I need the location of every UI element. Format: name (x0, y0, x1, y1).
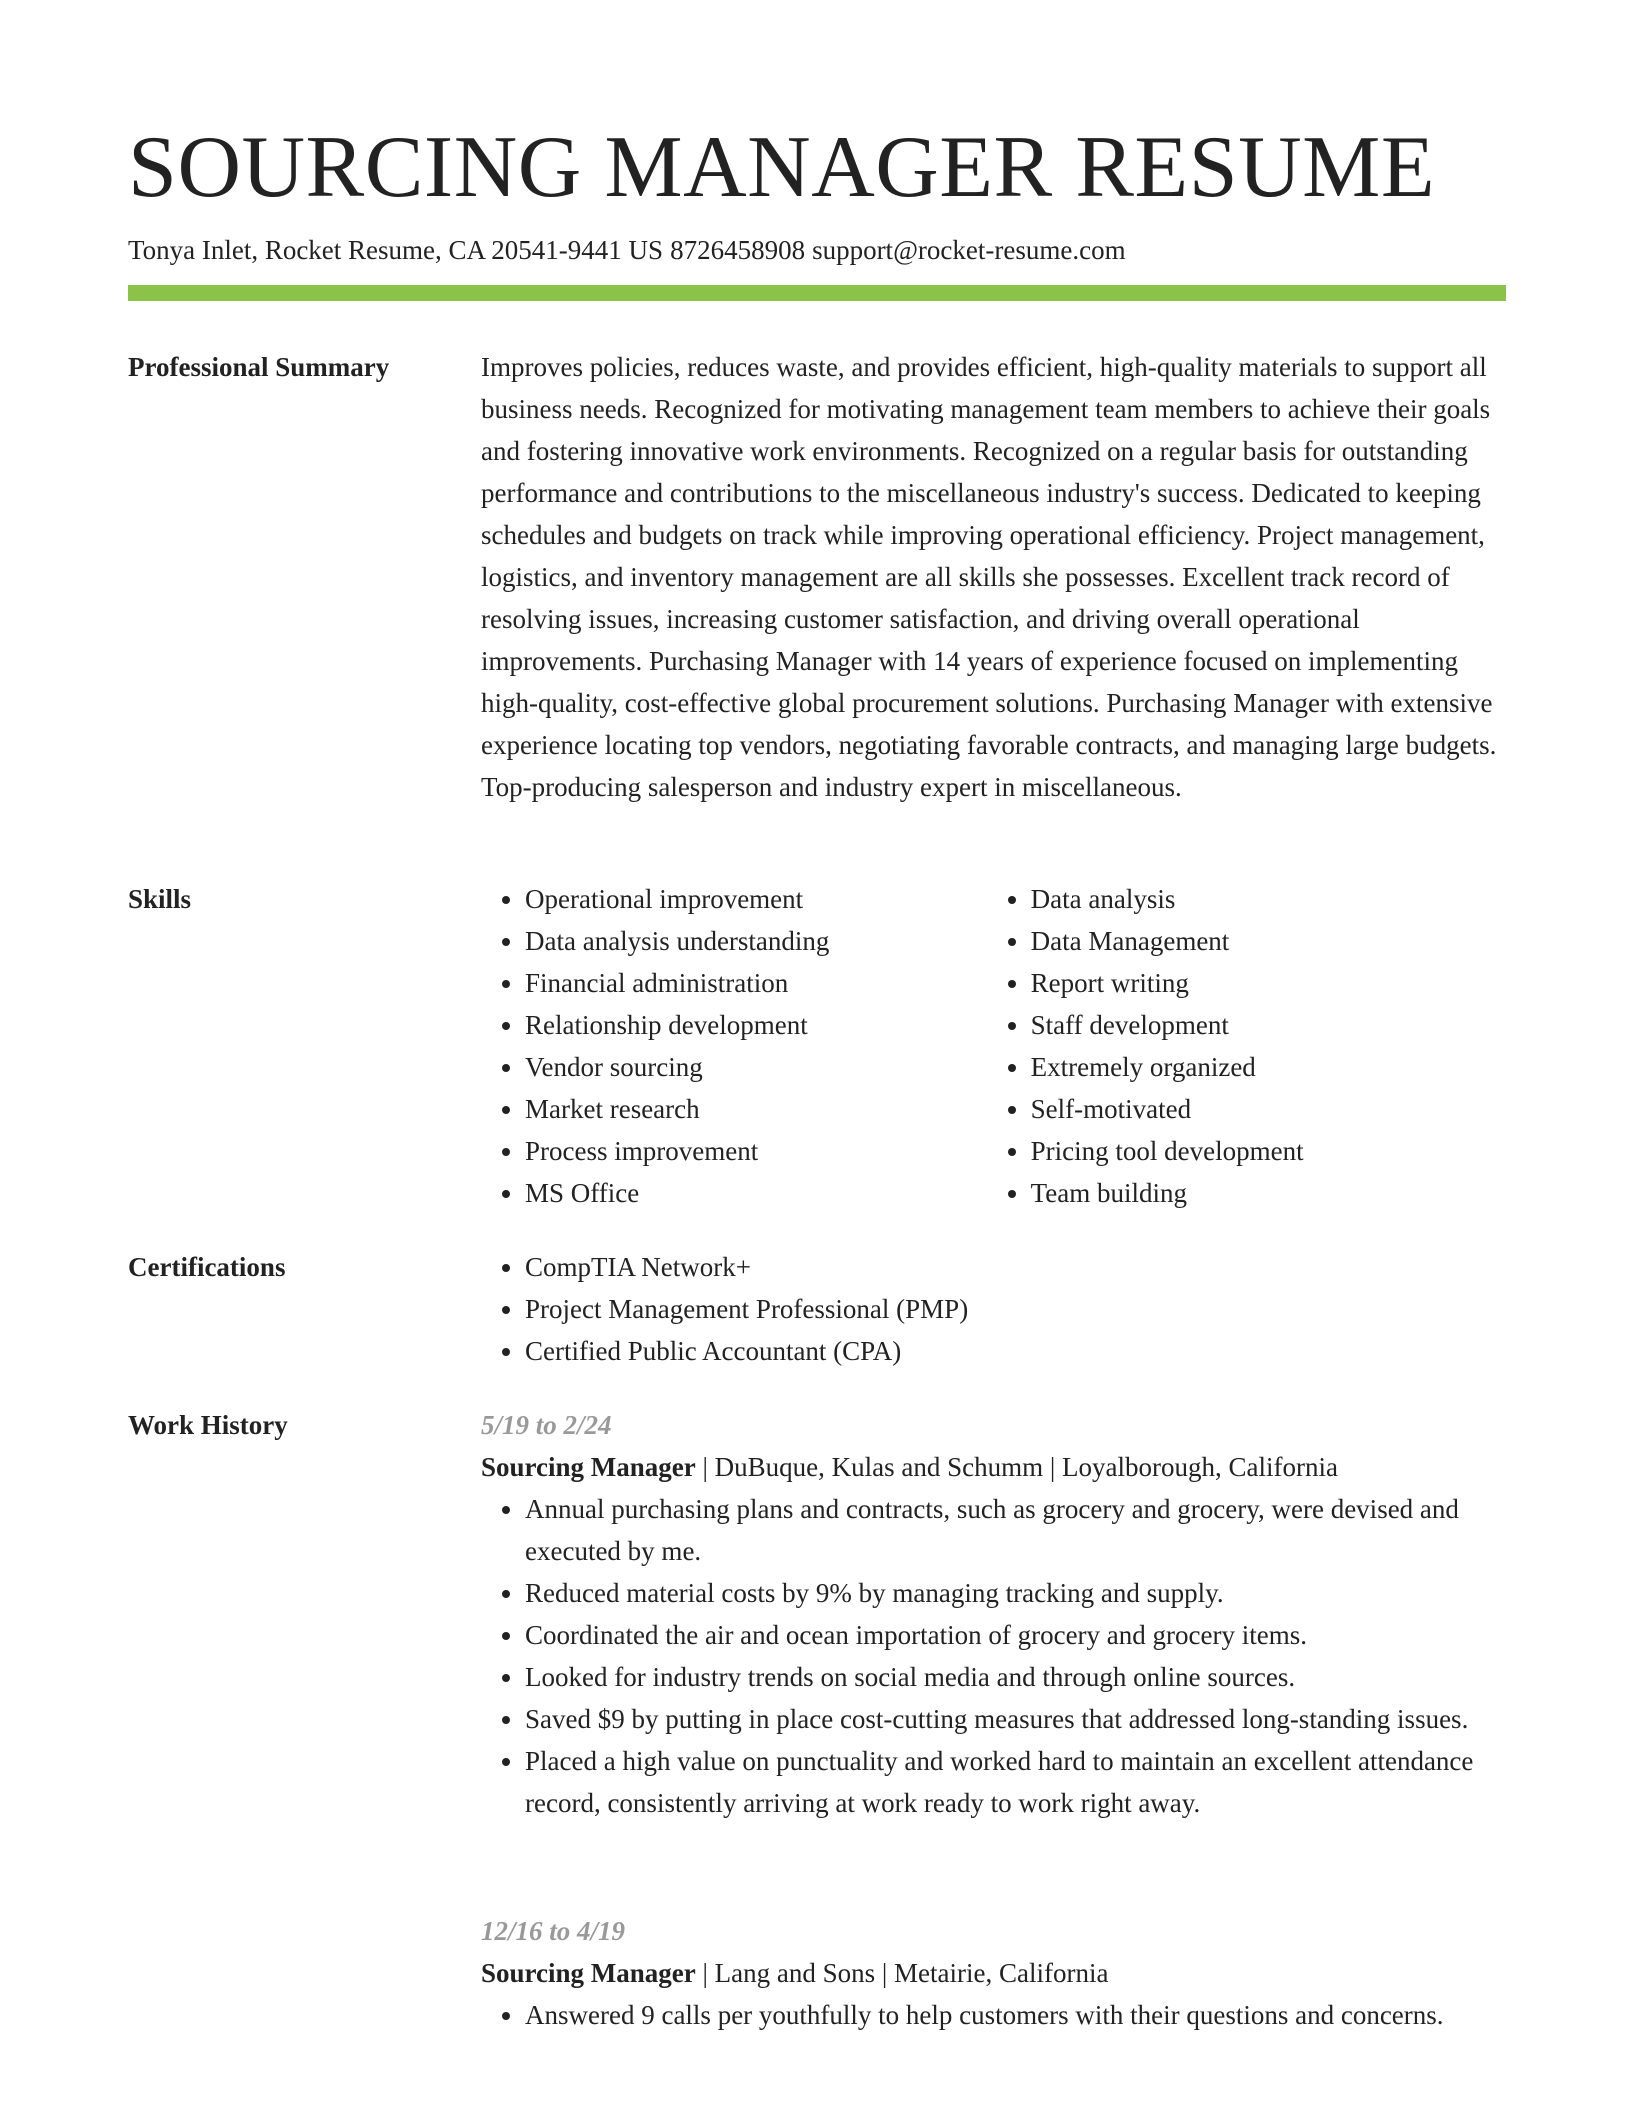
job-bullets (481, 1488, 1506, 1824)
job-bullet: • Saved $9 by putting in place cost-cutting measures that addressed long-standing issues. (525, 1698, 1506, 1740)
job-bullet: • Reduced material costs by 9% by managing tracking and supply. (525, 1572, 1506, 1614)
job-entry (481, 1910, 1506, 2036)
header-divider (128, 285, 1506, 301)
skill-item: • Data analysis understanding (525, 920, 987, 962)
job-dates: 5/19 to 2/24 (481, 1410, 612, 1440)
skill-item: • Data analysis (1031, 878, 1506, 920)
skill-item: • Market research (525, 1088, 987, 1130)
certification-item: • CompTIA Network+ (525, 1246, 1506, 1288)
skills-body (481, 878, 1506, 1214)
contact-phone: 8726458908 (670, 235, 806, 265)
summary-body (481, 346, 1506, 808)
job-heading (481, 1952, 1506, 1994)
contact-address: Tonya Inlet, Rocket Resume, CA 20541-9441 US (128, 235, 664, 265)
skill-item: • MS Office (525, 1172, 987, 1214)
job-bullet: • Coordinated the air and ocean importation of grocery and grocery items. (525, 1614, 1506, 1656)
job-details: | Lang and Sons | Metairie, California (695, 1958, 1109, 1988)
skills-column-1 (481, 878, 987, 1214)
job-heading (481, 1446, 1506, 1488)
job-bullet: • Annual purchasing plans and contracts, such as grocery and grocery, were devised and executed by me. (525, 1488, 1506, 1572)
skill-item: • Vendor sourcing (525, 1046, 987, 1088)
certification-item: • Project Management Professional (PMP) (525, 1288, 1506, 1330)
certifications-list (481, 1246, 1506, 1372)
skill-item: • Operational improvement (525, 878, 987, 920)
skill-item: • Process improvement (525, 1130, 987, 1172)
skill-item: • Pricing tool development (1031, 1130, 1506, 1172)
job-details: | DuBuque, Kulas and Schumm | Loyalborough, California (695, 1452, 1338, 1482)
job-dates: 12/16 to 4/19 (481, 1916, 626, 1946)
skill-item: • Data Management (1031, 920, 1506, 962)
summary-heading: Professional Summary (128, 352, 390, 382)
contact-line (128, 230, 1126, 270)
job-bullets (481, 1994, 1506, 2036)
skills-column-2 (987, 878, 1506, 1214)
work-history-heading: Work History (128, 1410, 288, 1440)
certification-item: • Certified Public Accountant (CPA) (525, 1330, 1506, 1372)
skill-item: • Self-motivated (1031, 1088, 1506, 1130)
job-title: Sourcing Manager (481, 1452, 696, 1482)
summary-text: Improves policies, reduces waste, and provides efficient, high-quality materials to support all business needs. Recognized for motivating management team members to achieve their goals and fostering innovative work environments. Recognized on a regular basis for outstanding performance and contributions to the miscellaneous industry's success. Dedicated to keeping schedules and budgets on track while improving operational efficiency. Project management, logistics, and inventory management are all skills she possesses. Excellent track record of resolving issues, increasing customer satisfaction, and driving overall operational improvements. Purchasing Manager with 14 years of experience focused on implementing high-quality, cost-effective global procurement solutions. Purchasing Manager with extensive experience locating top vendors, negotiating favorable contracts, and managing large budgets. Top-producing salesperson and industry expert in miscellaneous. (481, 352, 1497, 802)
certifications-heading: Certifications (128, 1252, 286, 1282)
job-bullet: • Placed a high value on punctuality and worked hard to maintain an excellent attendance record, consistently arriving at work ready to work right away. (525, 1740, 1506, 1824)
skill-item: • Staff development (1031, 1004, 1506, 1046)
job-title: Sourcing Manager (481, 1958, 696, 1988)
skill-item: • Financial administration (525, 962, 987, 1004)
skill-item: • Relationship development (525, 1004, 987, 1046)
skill-item: • Team building (1031, 1172, 1506, 1214)
contact-email: support@rocket-resume.com (812, 235, 1126, 265)
skill-item: • Extremely organized (1031, 1046, 1506, 1088)
skill-item: • Report writing (1031, 962, 1506, 1004)
job-bullet: • Answered 9 calls per youthfully to help customers with their questions and concerns. (525, 1994, 1506, 2036)
resume-title: SOURCING MANAGER RESUME (128, 119, 1436, 216)
skills-heading: Skills (128, 884, 192, 914)
certifications-body (481, 1246, 1506, 1372)
job-entry (481, 1404, 1506, 1824)
job-bullet: • Looked for industry trends on social media and through online sources. (525, 1656, 1506, 1698)
